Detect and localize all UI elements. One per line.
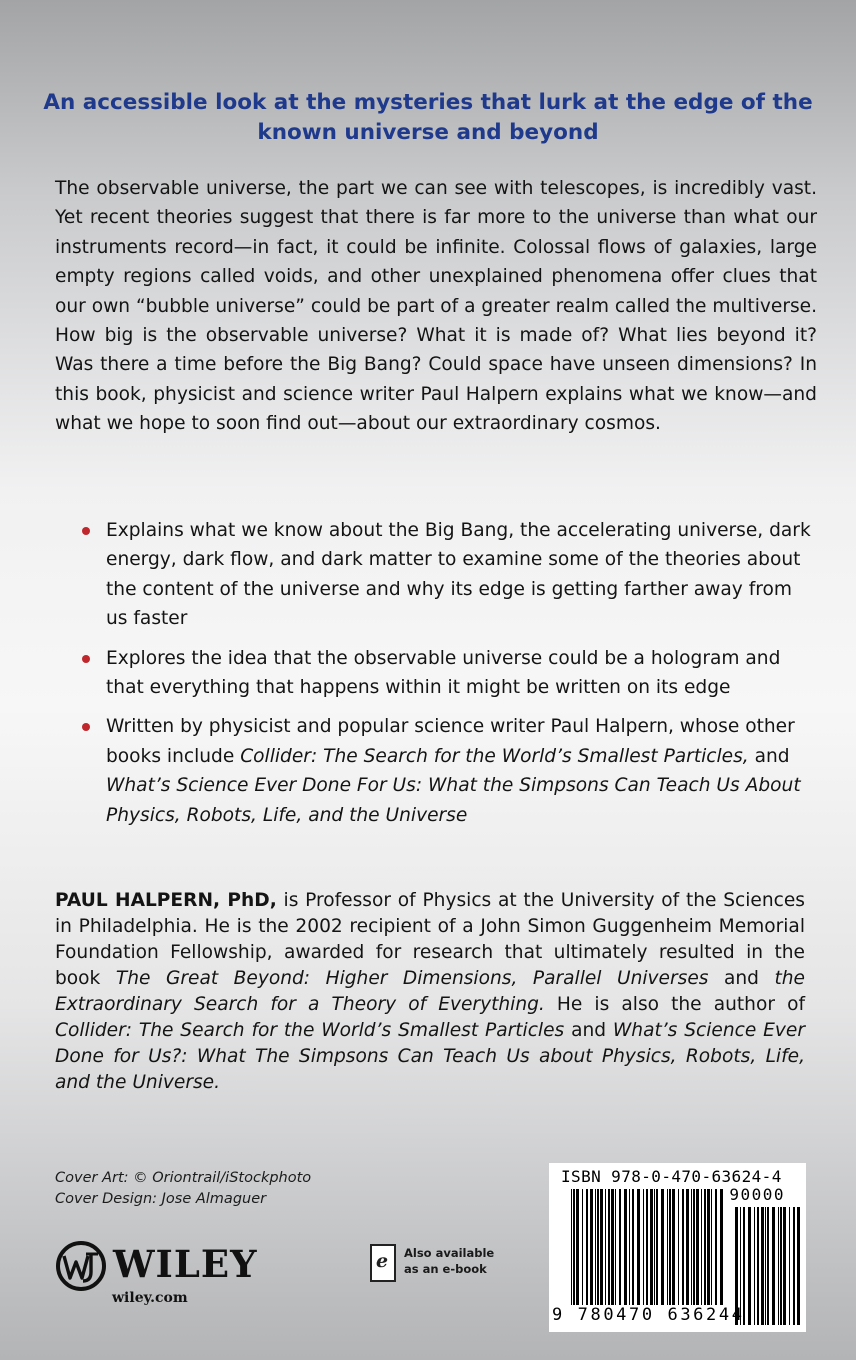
ebook-line: Also available [404,1246,495,1260]
bullet-dot-icon [82,723,90,731]
isbn-number: ISBN 978-0-470-63624-4 [561,1167,782,1186]
book-title: The Great Beyond: Higher Dimensions, Parallel Universes [115,968,709,989]
bullet-dot-icon [82,527,90,535]
author-name: PAUL HALPERN, PhD, [55,890,277,911]
publisher-logo [55,1240,258,1310]
headline: An accessible look at the mysteries that lurk at the edge of the known universe and beyond [43,90,813,145]
intro-paragraph: The observable universe, the part we can see with telescopes, is incredibly vast. Yet recent theories suggest that there is far more to the universe than what our instruments record—in fact, it could be infinite. Colossal flows of galaxies, large empty regions called voids, and other unexplained phenomena offer clues that our own “bubble universe” could be part of a greater realm called the multiverse. How big is the observable universe? What it is made of? What lies beyond it? Was there a time before the Big Bang? Could space have unseen dimensions? In this book, physicist and science writer Paul Halpern explains what we know—and what we hope to soon find out—about our extraordinary cosmos. [55,178,818,435]
list-item [55,516,815,634]
book-title: Collider: The Search for the World’s Smallest Particles [55,1020,565,1041]
price-code: 90000 [729,1185,785,1204]
bullet-text-part: and [748,745,790,767]
list-item [55,644,815,703]
cover-design-credit: Cover Design: Jose Almaguer [55,1191,267,1207]
bio-text: and [564,1020,613,1041]
book-title: What’s Science Ever Done For Us: What the Simpsons Can Teach Us About Physics, Robots, Life, and the Universe [106,775,801,826]
ebook-text [404,1245,494,1277]
publisher-url: wiley.com [112,1290,188,1306]
wiley-logo-icon [55,1240,107,1292]
bullet-text: Explains what we know about the Big Bang, the accelerating universe, dark energy, dark flow, and dark matter to examine some of the theories about the content of the universe and why its edge is getting farther away from us faster [106,520,811,630]
barcode-digits: 9 780470 636244 [552,1305,745,1325]
ebook-icon: e [370,1244,396,1282]
feature-list [55,516,815,840]
bio-text: and [708,968,775,989]
book-title: the Extraordinary Search for a Theory of Everything. [55,968,805,1015]
bullet-text: Explores the idea that the observable universe could be a hologram and that everything that happens within it might be written on its edge [106,647,781,699]
bullet-text [106,716,801,825]
cover-art-credit: Cover Art: © Oriontrail/iStockphoto [55,1170,312,1186]
bullet-text-part: Written by physicist and popular science writer Paul Halpern, whose other books include [106,716,795,767]
book-title: Collider: The Search for the World’s Smallest Particles, [240,745,749,767]
ebook-line: as an e-book [404,1262,487,1276]
cover-credits [55,1168,311,1210]
publisher-name: WILEY [113,1242,258,1286]
book-title: What’s Science Ever Done for Us?: What The Simpsons Can Teach Us about Physics, Robots, Life, and the Universe. [55,1020,806,1093]
author-bio [55,888,805,1096]
list-item [55,712,815,830]
bio-text: is Professor of Physics at the University of the Sciences in Philadelphia. He is the 2002 recipient of a John Simon Guggenheim Memorial Foundation Fellowship, awarded for research that ultimately resulted in the book [55,890,805,989]
bullet-dot-icon [82,655,90,663]
bio-text: He is also the author of [544,994,806,1015]
ebook-notice [370,1244,510,1286]
isbn-barcode [549,1163,806,1332]
